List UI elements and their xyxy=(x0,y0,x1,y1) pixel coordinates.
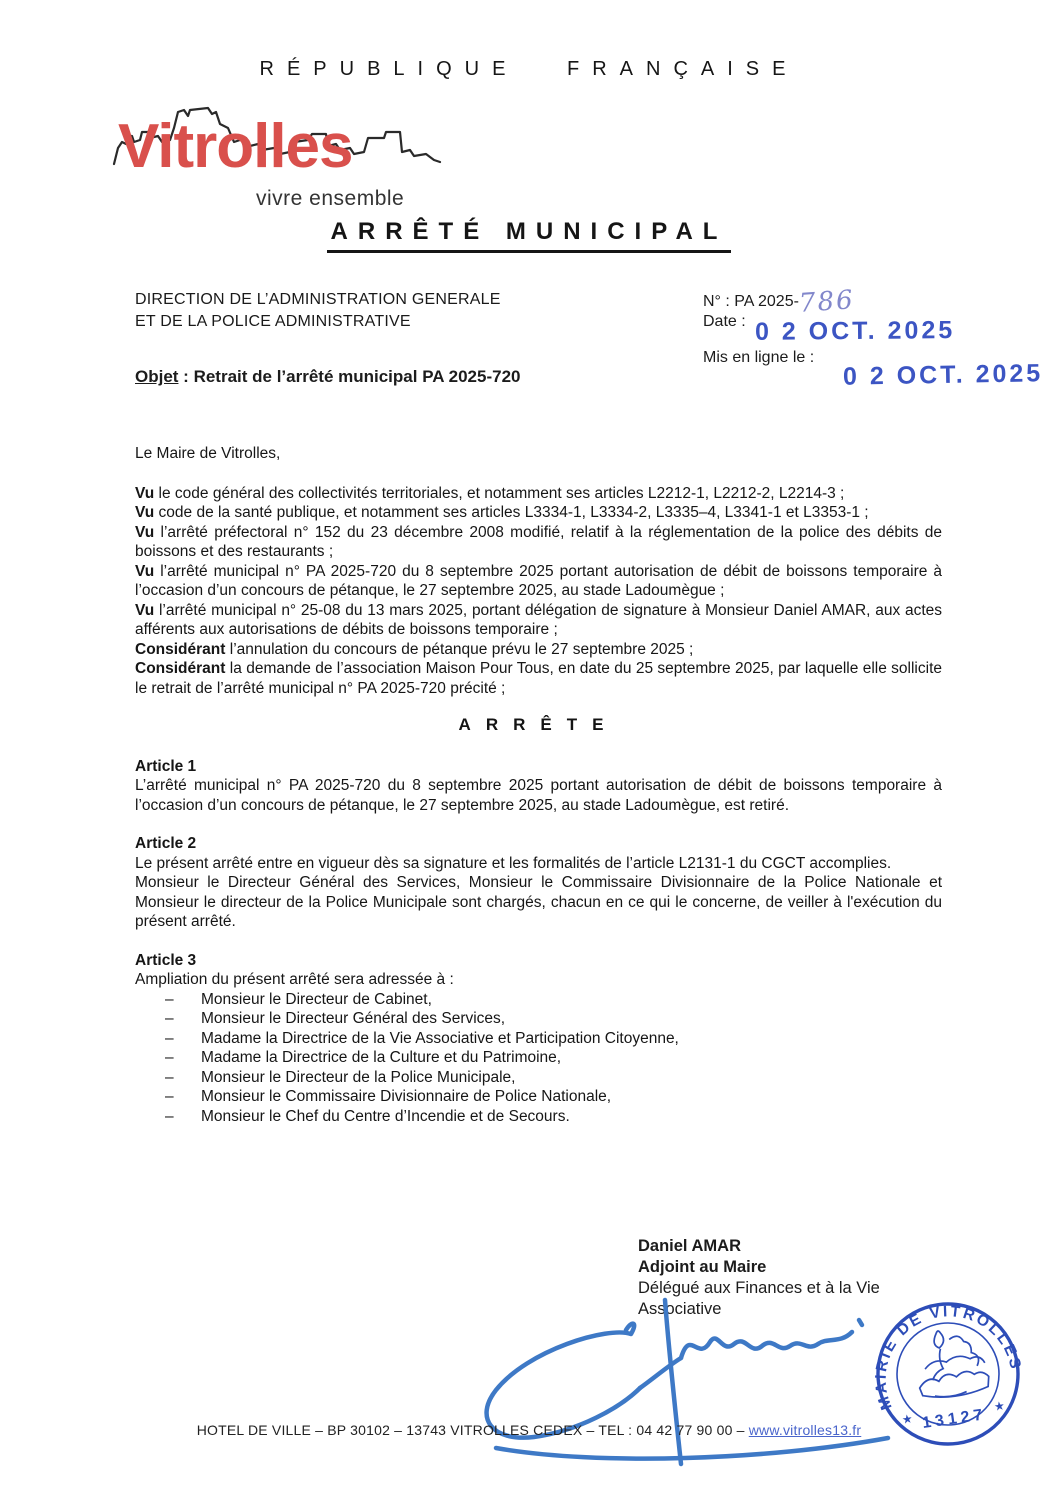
recital-lead: Vu xyxy=(135,504,155,521)
subject-separator: : xyxy=(178,367,194,386)
seal-postal-code: 13127 xyxy=(921,1406,988,1432)
signatory-name: Daniel AMAR xyxy=(638,1237,741,1255)
recital xyxy=(135,503,942,523)
recital xyxy=(135,601,942,640)
recital xyxy=(135,640,942,660)
issuing-direction xyxy=(135,289,501,333)
signatory-role: Associative xyxy=(638,1300,722,1318)
logo-tagline: vivre ensemble xyxy=(256,187,405,210)
article-3-heading: Article 3 xyxy=(135,951,197,969)
recital-text: le code général des collectivités territoriales, et notamment ses articles L2212-1, L2212-2, L2214-3 ; xyxy=(154,484,845,502)
article-2-paragraph: Le présent arrêté entre en vigueur dès sa signature et les formalités de l’article L2131-1 du CGCT accomplies. xyxy=(135,854,892,872)
seal-emblem-icon xyxy=(912,1325,991,1401)
reference-block xyxy=(703,287,1053,407)
recital xyxy=(135,484,942,504)
decision-heading: ARRÊTE xyxy=(458,715,619,734)
footer-text: HOTEL DE VILLE – BP 30102 – 13743 VITROLLES CEDEX – TEL : 04 42 77 90 00 – xyxy=(196,1422,749,1438)
recital-lead: Vu xyxy=(135,601,155,619)
article-2-heading: Article 2 xyxy=(135,835,197,852)
recital-lead: Vu xyxy=(135,523,155,541)
list-item: – Monsieur le Commissaire Divisionnaire de Police Nationale, xyxy=(165,1087,942,1107)
date-label: Date : xyxy=(703,313,746,330)
logo-wordmark: Vitrolles xyxy=(118,112,353,181)
recital-lead: Considérant xyxy=(135,660,226,677)
republic-title: RÉPUBLIQUE FRANÇAISE xyxy=(259,58,799,80)
ampliation-list xyxy=(135,990,942,1127)
arrete-number-label: N° : PA 2025- xyxy=(703,293,799,310)
recital xyxy=(135,659,942,698)
article-1-paragraph: L’arrêté municipal n° PA 2025-720 du 8 septembre 2025 portant autorisation de débit de boissons temporaire à l’occasion d’un concours de pétanque, le 27 septembre 2025, au stade Ladoumègue, est retiré. xyxy=(135,777,942,814)
subject-label: Objet xyxy=(135,367,179,386)
signatory-title: Adjoint au Maire xyxy=(638,1258,767,1276)
footer-website-link[interactable]: www.vitrolles13.fr xyxy=(748,1422,862,1438)
document-title: ARRÊTÉ MUNICIPAL xyxy=(327,218,732,253)
salutation: Le Maire de Vitrolles, xyxy=(135,445,281,462)
online-date-stamp: 0 2 OCT. 2025 xyxy=(842,359,1044,391)
vitrolles-logo xyxy=(112,94,472,219)
list-item: – Monsieur le Directeur Général des Services, xyxy=(165,1009,942,1029)
article-1-heading: Article 1 xyxy=(135,757,197,775)
recital-lead: Considérant xyxy=(135,640,226,658)
recital-text: l’annulation du concours de pétanque prévu le 27 septembre 2025 ; xyxy=(225,640,694,658)
recital-text: code de la santé publique, et notamment ses articles L3334-1, L3334-2, L3335–4, L3341-1 et L3353-1 ; xyxy=(154,504,869,521)
document-body xyxy=(135,444,942,1126)
recital-text: l’arrêté municipal n° 25-08 du 13 mars 2025, portant délégation de signature à Monsieur Daniel AMAR, aux actes afférents aux autorisations de débits de boissons temporaire ; xyxy=(135,601,942,638)
date-stamp: 0 2 OCT. 2025 xyxy=(754,316,956,346)
handwritten-signature xyxy=(468,1296,908,1476)
svg-text:MAIRIE DE VITROLLES xyxy=(863,1293,1028,1412)
recital-text: l’arrêté municipal n° PA 2025-720 du 8 septembre 2025 portant autorisation de débit de boissons temporaire à l’occasion d’un concours de pétanque, le 27 septembre 2025, au stade Ladoumègue ; xyxy=(135,562,942,599)
list-item: – Monsieur le Directeur de la Police Municipale, xyxy=(165,1068,942,1088)
recital xyxy=(135,523,942,562)
seal-star-icon: ★ xyxy=(993,1398,1006,1414)
list-item: – Madame la Directrice de la Culture et du Patrimoine, xyxy=(165,1048,942,1068)
recital-lead: Vu xyxy=(135,484,155,502)
subject-line xyxy=(135,367,520,387)
list-item: – Madame la Directrice de la Vie Associative et Participation Citoyenne, xyxy=(165,1029,942,1049)
online-label: Mis en ligne le : xyxy=(703,349,815,366)
article-3-intro: Ampliation du présent arrêté sera adressée à : xyxy=(135,971,454,988)
direction-line-1: DIRECTION DE L’ADMINISTRATION GENERALE xyxy=(135,291,501,308)
seal-star-icon: ★ xyxy=(900,1411,914,1427)
signatory-role: Délégué aux Finances et à la Vie xyxy=(638,1279,880,1297)
recital xyxy=(135,562,942,601)
recital-text: l’arrêté préfectoral n° 152 du 23 décembre 2008 modifié, relatif à la réglementation de la police des débits de boissons et des restaurants ; xyxy=(135,523,942,560)
list-item: – Monsieur le Directeur de Cabinet, xyxy=(165,990,942,1010)
direction-line-2: ET DE LA POLICE ADMINISTRATIVE xyxy=(135,313,411,330)
list-item: – Monsieur le Chef du Centre d’Incendie et de Secours. xyxy=(165,1107,942,1127)
footer xyxy=(0,1422,1058,1438)
article-2-paragraph: Monsieur le Directeur Général des Services, Monsieur le Commissaire Divisionnaire de la Police Nationale et Monsieur le directeur de la Police Municipale sont chargés, chacun en ce qui le concerne, de veiller à l'exécution du présent arrêté. xyxy=(135,874,942,930)
recital-lead: Vu xyxy=(135,562,155,580)
arrete-number-handwritten: 786 xyxy=(797,285,856,319)
subject-text: Retrait de l’arrêté municipal PA 2025-720 xyxy=(193,367,521,386)
seal-text-around: MAIRIE DE VITROLLES xyxy=(872,1303,1025,1412)
recital-text: la demande de l’association Maison Pour Tous, en date du 25 septembre 2025, par laquelle elle sollicite le retrait de l’arrêté municipal n° PA 2025-720 précité ; xyxy=(135,660,942,697)
